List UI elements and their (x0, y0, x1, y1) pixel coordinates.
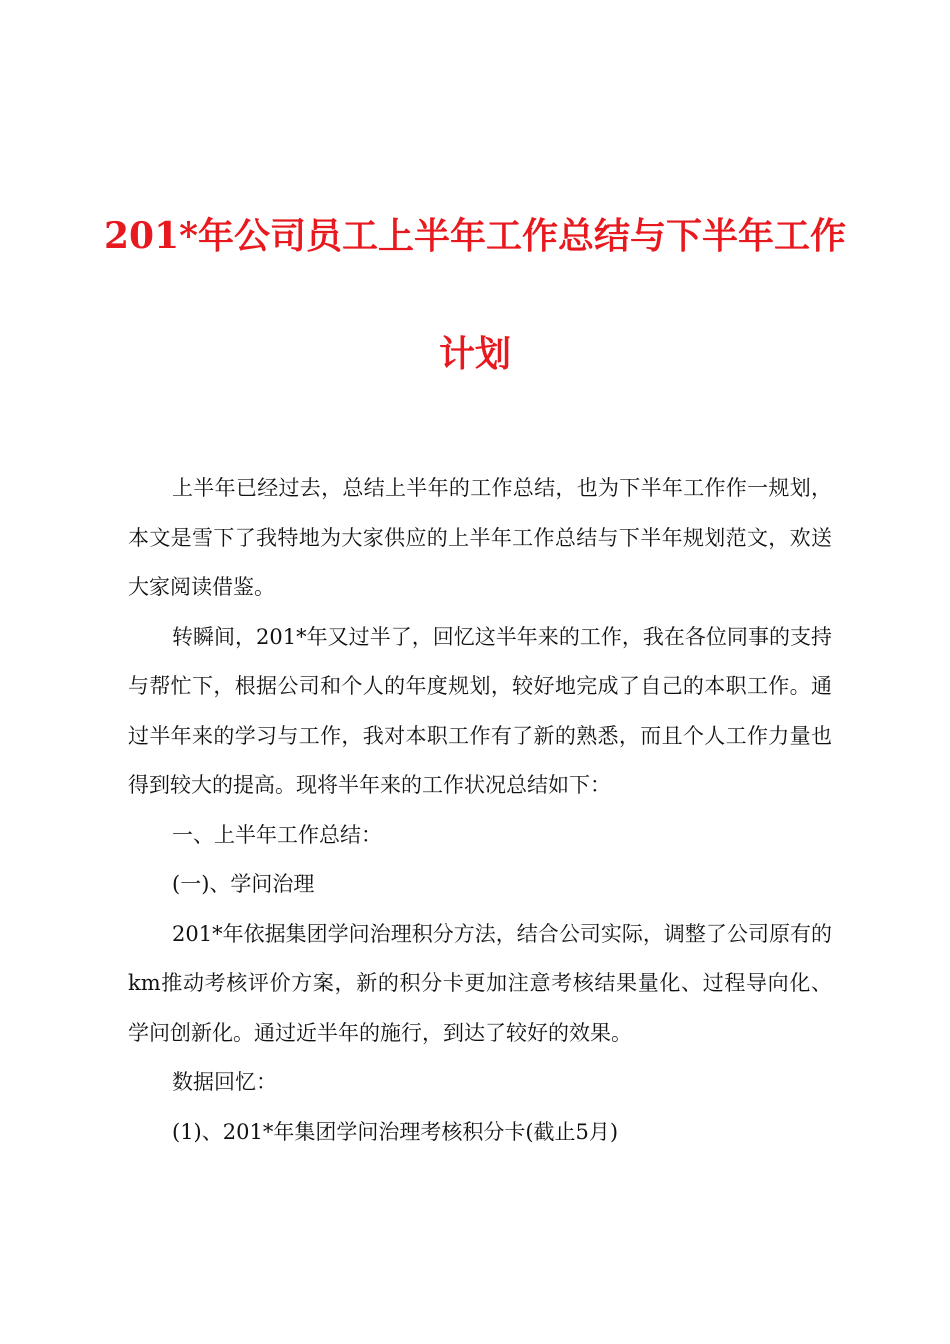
document-body (128, 464, 832, 1157)
document-title-line-1: 201*年公司员工上半年工作总结与下半年工作 (104, 215, 846, 257)
paragraph-km: 201*年依据集团学问治理积分方法，结合公司实际，调整了公司原有的km推动考核评价方案，新的积分卡更加注意考核结果量化、过程导向化、学问创新化。通过近半年的施行，到达了较好的效果。 (128, 921, 832, 1045)
paragraph-overview: 转瞬间，201*年又过半了，回忆这半年来的工作，我在各位同事的支持与帮忙下，根据公司和个人的年度规划，较好地完成了自己的本职工作。通过半年来的学习与工作，我对本职工作有了新的熟悉，而且个人工作力量也得到较大的提高。现将半年来的工作状况总结如下： (128, 624, 832, 797)
list-item-1: (1)、201*年集团学问治理考核积分卡(截止5月) (172, 1119, 619, 1144)
subsection-heading-1: (一)、学问治理 (172, 872, 315, 896)
section-heading-1: 一、上半年工作总结： (172, 822, 382, 847)
document-title-line-2: 计划 (438, 333, 511, 375)
paragraph-intro: 上半年已经过去，总结上半年的工作总结，也为下半年工作作一规划，本文是雪下了我特地为大家供应的上半年工作总结与下半年规划范文，欢送大家阅读借鉴。 (128, 476, 832, 599)
paragraph-data-review: 数据回忆： (172, 1070, 277, 1094)
